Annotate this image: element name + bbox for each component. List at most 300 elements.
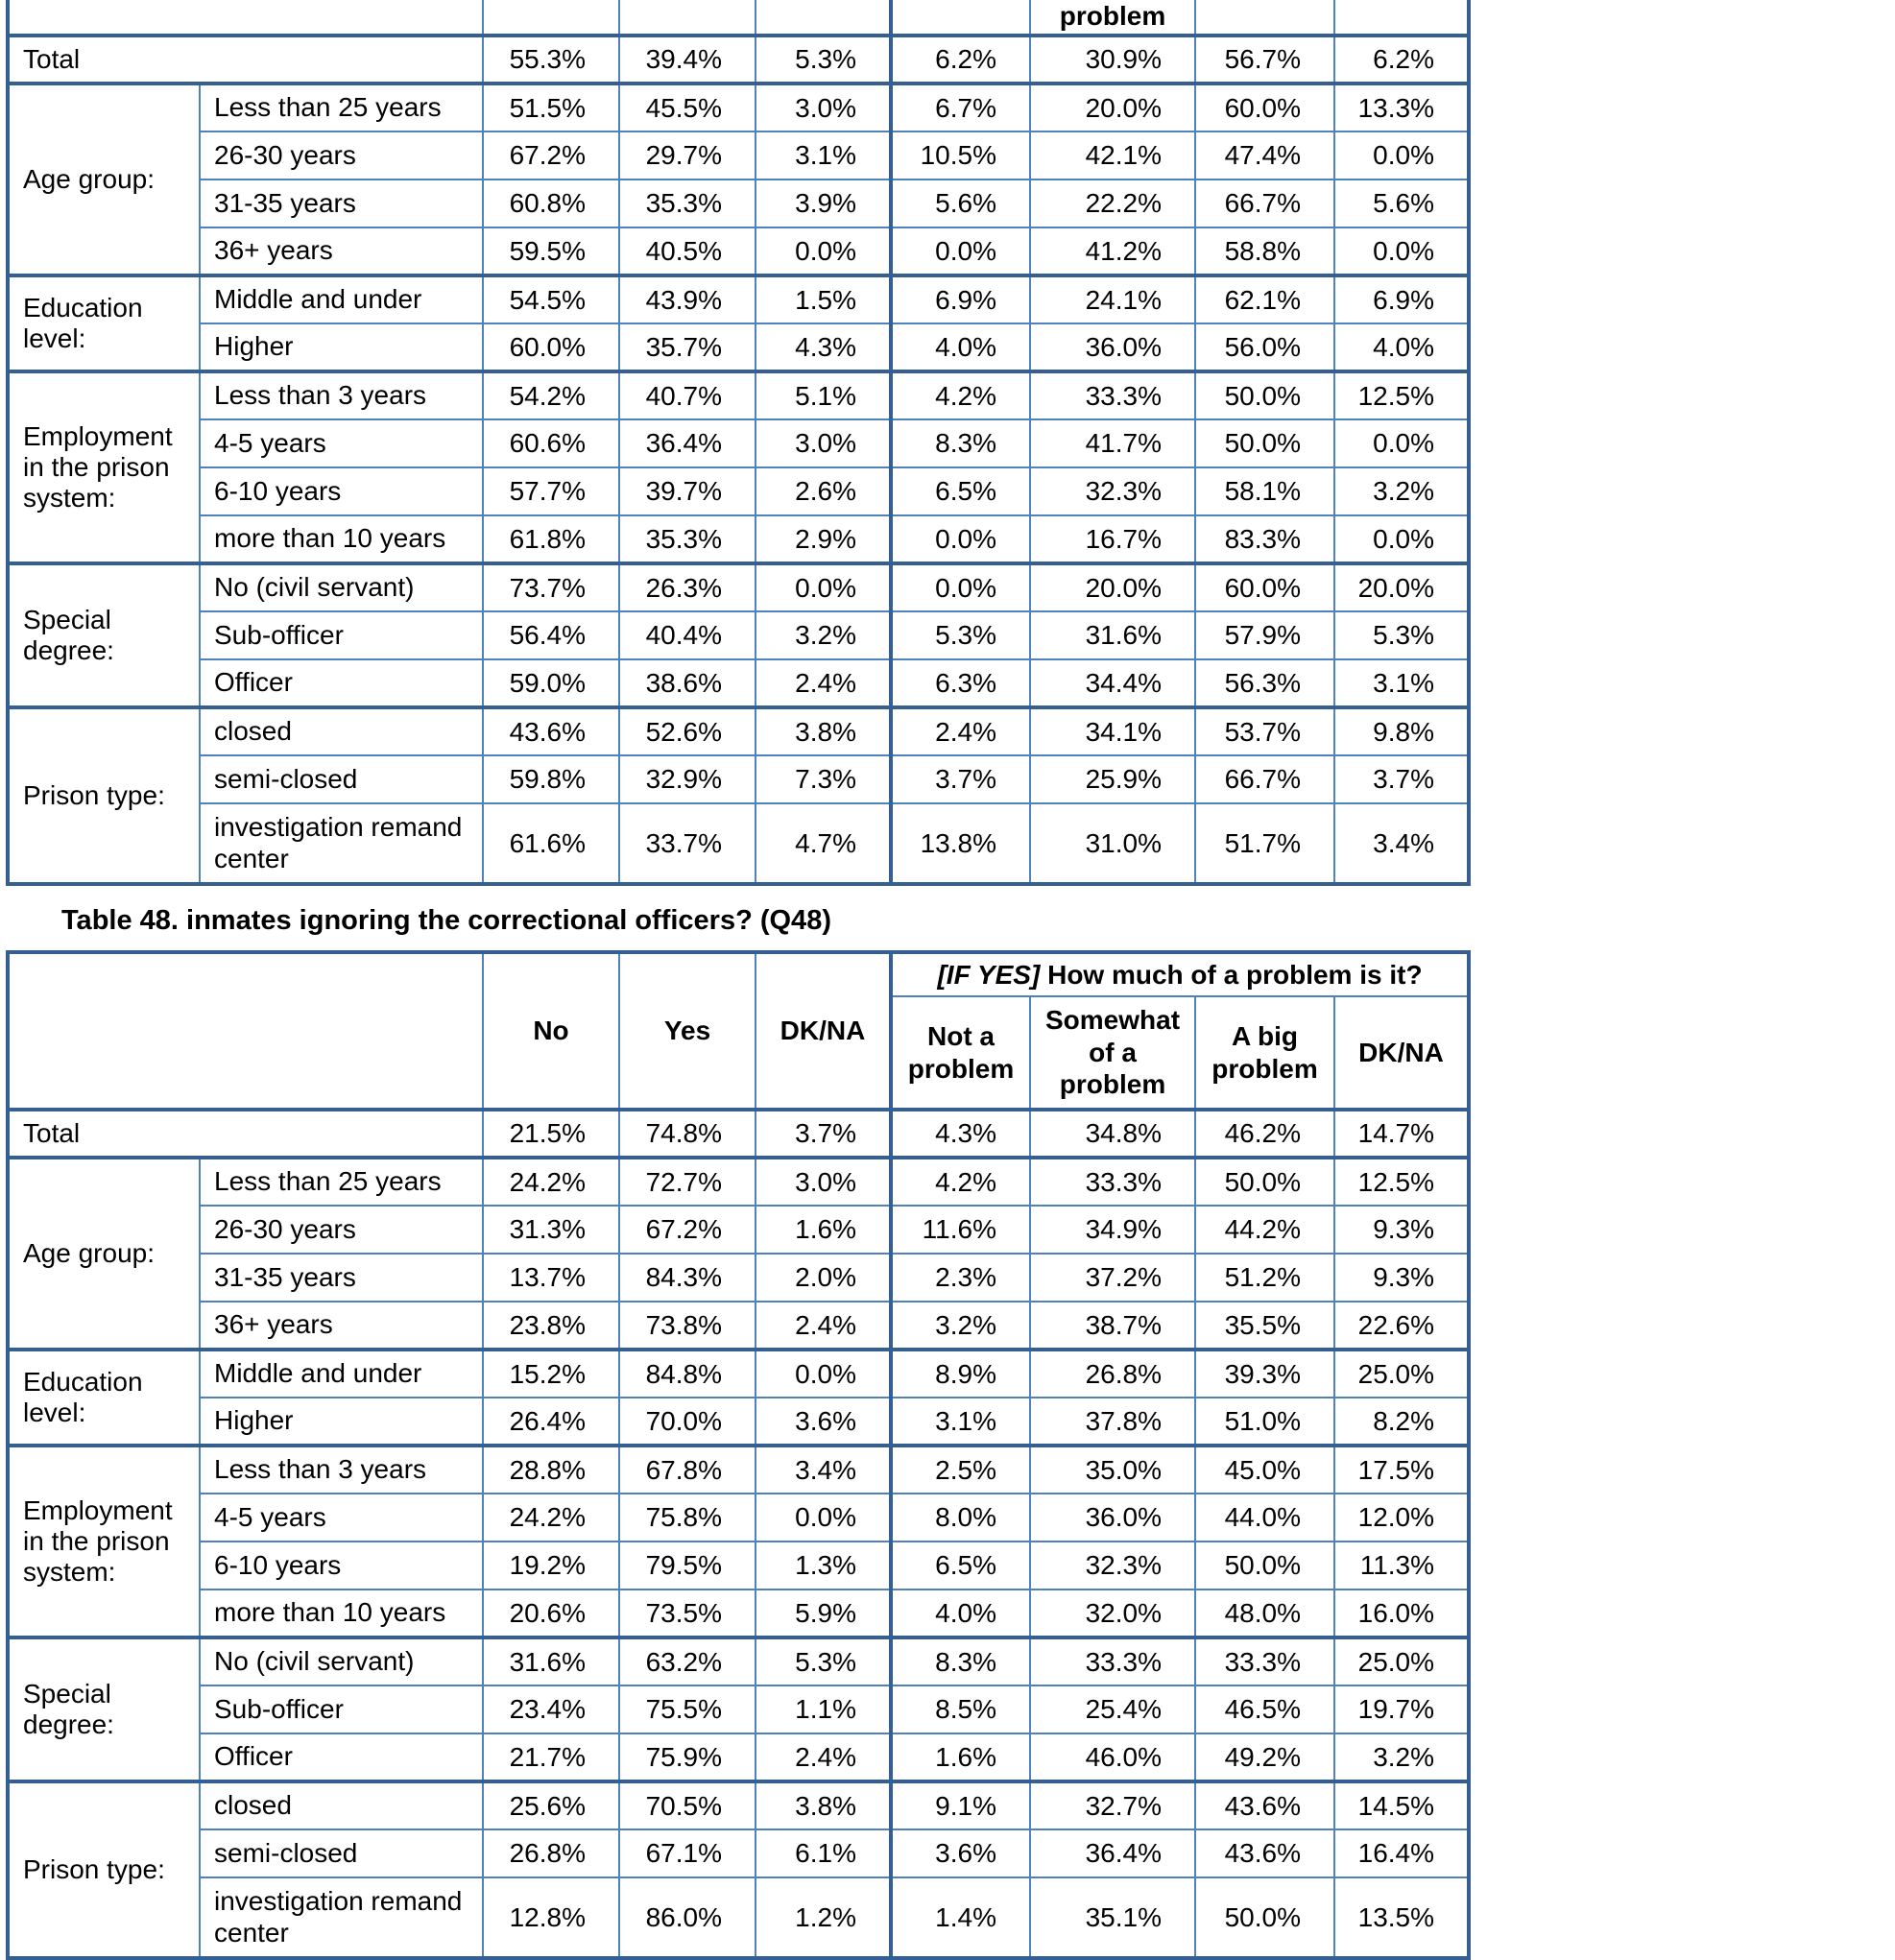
row-label-cell: Officer bbox=[200, 659, 483, 707]
value-cell: 8.2% bbox=[1334, 1398, 1469, 1446]
value-cell: 8.3% bbox=[891, 419, 1030, 467]
value-cell: 4.0% bbox=[891, 323, 1030, 371]
row-label-cell: Total bbox=[8, 1110, 483, 1158]
value-cell: 0.0% bbox=[1334, 515, 1469, 563]
table-48-row bbox=[8, 1302, 1469, 1350]
value-cell: 46.0% bbox=[1030, 1733, 1195, 1781]
value-cell: 0.0% bbox=[756, 563, 891, 611]
value-cell: 56.3% bbox=[1195, 659, 1334, 707]
header-cell-dkna: DK/NA bbox=[756, 952, 891, 1110]
table-top-row bbox=[8, 371, 1469, 419]
value-cell: 35.3% bbox=[619, 515, 756, 563]
value-cell: 26.4% bbox=[483, 1398, 619, 1446]
value-cell: 9.1% bbox=[891, 1781, 1030, 1829]
value-cell: 60.0% bbox=[1195, 84, 1334, 131]
table-48-row bbox=[8, 1110, 1469, 1158]
value-cell: 39.4% bbox=[619, 36, 756, 84]
value-cell: 6.1% bbox=[756, 1829, 891, 1877]
value-cell: 40.5% bbox=[619, 227, 756, 275]
row-label-cell: Less than 3 years bbox=[200, 371, 483, 419]
table-48-row bbox=[8, 1254, 1469, 1302]
value-cell: 0.0% bbox=[756, 227, 891, 275]
value-cell: 47.4% bbox=[1195, 131, 1334, 179]
value-cell: 11.3% bbox=[1334, 1542, 1469, 1590]
row-label-cell: semi-closed bbox=[200, 1829, 483, 1877]
value-cell: 1.2% bbox=[756, 1877, 891, 1958]
value-cell: 0.0% bbox=[756, 1350, 891, 1398]
value-cell: 3.0% bbox=[756, 419, 891, 467]
value-cell: 50.0% bbox=[1195, 1158, 1334, 1206]
value-cell: 2.5% bbox=[891, 1446, 1030, 1494]
table48-title-text: Table 48. inmates ignoring the correctional officers? (Q48) bbox=[61, 905, 831, 936]
value-cell: 59.8% bbox=[483, 755, 619, 803]
table-48-row bbox=[8, 1350, 1469, 1398]
value-cell: 3.1% bbox=[756, 131, 891, 179]
header-subcell: Somewhat of a problem bbox=[1030, 996, 1195, 1110]
value-cell: 6.5% bbox=[891, 467, 1030, 515]
value-cell: 0.0% bbox=[1334, 131, 1469, 179]
value-cell: 24.2% bbox=[483, 1494, 619, 1542]
value-cell: 19.2% bbox=[483, 1542, 619, 1590]
group-label-cell: Prison type: bbox=[8, 707, 200, 884]
table-48-row bbox=[8, 1158, 1469, 1206]
value-cell: 3.6% bbox=[891, 1829, 1030, 1877]
group-label-cell: Age group: bbox=[8, 84, 200, 275]
table-48-row bbox=[8, 1637, 1469, 1685]
value-cell: 2.4% bbox=[756, 1302, 891, 1350]
value-cell: 3.2% bbox=[756, 611, 891, 659]
value-cell: 33.3% bbox=[1030, 1637, 1195, 1685]
value-cell: 20.0% bbox=[1334, 563, 1469, 611]
table-top-row bbox=[8, 227, 1469, 275]
value-cell: 16.4% bbox=[1334, 1829, 1469, 1877]
value-cell: 35.1% bbox=[1030, 1877, 1195, 1958]
value-cell: 3.0% bbox=[756, 84, 891, 131]
table-top-row bbox=[8, 275, 1469, 323]
value-cell: 72.7% bbox=[619, 1158, 756, 1206]
value-cell: 8.0% bbox=[891, 1494, 1030, 1542]
value-cell: 10.5% bbox=[891, 131, 1030, 179]
header-cell bbox=[483, 0, 619, 36]
table-top-row bbox=[8, 84, 1469, 131]
value-cell: 15.2% bbox=[483, 1350, 619, 1398]
table-48-row bbox=[8, 1542, 1469, 1590]
value-cell: 14.5% bbox=[1334, 1781, 1469, 1829]
table-top-row bbox=[8, 515, 1469, 563]
header-corner-cell bbox=[8, 0, 483, 36]
table-48-row bbox=[8, 1733, 1469, 1781]
header-cell bbox=[1334, 0, 1469, 36]
value-cell: 25.0% bbox=[1334, 1350, 1469, 1398]
value-cell: 32.3% bbox=[1030, 467, 1195, 515]
row-label-cell: No (civil servant) bbox=[200, 563, 483, 611]
header-cell bbox=[619, 0, 756, 36]
value-cell: 31.6% bbox=[483, 1637, 619, 1685]
value-cell: 25.0% bbox=[1334, 1637, 1469, 1685]
value-cell: 24.1% bbox=[1030, 275, 1195, 323]
value-cell: 33.7% bbox=[619, 803, 756, 884]
value-cell: 58.1% bbox=[1195, 467, 1334, 515]
value-cell: 12.8% bbox=[483, 1877, 619, 1958]
value-cell: 48.0% bbox=[1195, 1590, 1334, 1637]
table-top-row bbox=[8, 36, 1469, 84]
value-cell: 4.0% bbox=[1334, 323, 1469, 371]
value-cell: 0.0% bbox=[891, 227, 1030, 275]
value-cell: 57.7% bbox=[483, 467, 619, 515]
row-label-cell: more than 10 years bbox=[200, 515, 483, 563]
value-cell: 39.7% bbox=[619, 467, 756, 515]
value-cell: 13.8% bbox=[891, 803, 1030, 884]
value-cell: 6.9% bbox=[1334, 275, 1469, 323]
value-cell: 7.3% bbox=[756, 755, 891, 803]
value-cell: 44.0% bbox=[1195, 1494, 1334, 1542]
value-cell: 5.3% bbox=[756, 36, 891, 84]
value-cell: 36.0% bbox=[1030, 323, 1195, 371]
header-cell bbox=[1195, 0, 1334, 36]
table-top-row bbox=[8, 755, 1469, 803]
value-cell: 4.2% bbox=[891, 371, 1030, 419]
row-label-cell: Total bbox=[8, 36, 483, 84]
value-cell: 11.6% bbox=[891, 1206, 1030, 1254]
value-cell: 38.6% bbox=[619, 659, 756, 707]
table-48-row bbox=[8, 1590, 1469, 1637]
row-label-cell: 6-10 years bbox=[200, 1542, 483, 1590]
value-cell: 50.0% bbox=[1195, 1542, 1334, 1590]
value-cell: 5.1% bbox=[756, 371, 891, 419]
value-cell: 9.3% bbox=[1334, 1254, 1469, 1302]
row-label-cell: Sub-officer bbox=[200, 1685, 483, 1733]
value-cell: 37.8% bbox=[1030, 1398, 1195, 1446]
value-cell: 32.7% bbox=[1030, 1781, 1195, 1829]
value-cell: 59.5% bbox=[483, 227, 619, 275]
value-cell: 12.0% bbox=[1334, 1494, 1469, 1542]
value-cell: 34.8% bbox=[1030, 1110, 1195, 1158]
value-cell: 20.0% bbox=[1030, 563, 1195, 611]
row-label-cell: 6-10 years bbox=[200, 467, 483, 515]
value-cell: 60.0% bbox=[483, 323, 619, 371]
row-label-cell: 4-5 years bbox=[200, 419, 483, 467]
row-label-cell: Middle and under bbox=[200, 1350, 483, 1398]
value-cell: 46.5% bbox=[1195, 1685, 1334, 1733]
value-cell: 84.3% bbox=[619, 1254, 756, 1302]
value-cell: 33.3% bbox=[1030, 371, 1195, 419]
row-label-cell: investigation remand center bbox=[200, 1877, 483, 1958]
value-cell: 13.3% bbox=[1334, 84, 1469, 131]
value-cell: 33.3% bbox=[1030, 1158, 1195, 1206]
table-top-row bbox=[8, 467, 1469, 515]
value-cell: 31.3% bbox=[483, 1206, 619, 1254]
header-cell-no: No bbox=[483, 952, 619, 1110]
value-cell: 6.5% bbox=[891, 1542, 1030, 1590]
value-cell: 50.0% bbox=[1195, 1877, 1334, 1958]
value-cell: 45.0% bbox=[1195, 1446, 1334, 1494]
value-cell: 51.7% bbox=[1195, 803, 1334, 884]
value-cell: 52.6% bbox=[619, 707, 756, 755]
value-cell: 43.6% bbox=[483, 707, 619, 755]
value-cell: 3.7% bbox=[756, 1110, 891, 1158]
value-cell: 12.5% bbox=[1334, 371, 1469, 419]
row-label-cell: 31-35 years bbox=[200, 1254, 483, 1302]
value-cell: 2.4% bbox=[756, 1733, 891, 1781]
header-cell bbox=[756, 0, 891, 36]
value-cell: 2.6% bbox=[756, 467, 891, 515]
value-cell: 62.1% bbox=[1195, 275, 1334, 323]
value-cell: 16.7% bbox=[1030, 515, 1195, 563]
row-label-cell: investigation remand center bbox=[200, 803, 483, 884]
value-cell: 60.8% bbox=[483, 179, 619, 227]
value-cell: 6.7% bbox=[891, 84, 1030, 131]
header-subcell: DK/NA bbox=[1334, 996, 1469, 1110]
table-top-row bbox=[8, 419, 1469, 467]
ifyes-prefix: [IF YES] bbox=[937, 959, 1041, 990]
value-cell: 32.9% bbox=[619, 755, 756, 803]
group-label-cell: Education level: bbox=[8, 275, 200, 371]
value-cell: 26.8% bbox=[483, 1829, 619, 1877]
value-cell: 49.2% bbox=[1195, 1733, 1334, 1781]
header-subcell: Not a problem bbox=[891, 996, 1030, 1110]
value-cell: 19.7% bbox=[1334, 1685, 1469, 1733]
value-cell: 61.8% bbox=[483, 515, 619, 563]
group-label-cell: Employment in the prison system: bbox=[8, 1446, 200, 1637]
table-48-row bbox=[8, 1206, 1469, 1254]
value-cell: 16.0% bbox=[1334, 1590, 1469, 1637]
table-48-row bbox=[8, 1446, 1469, 1494]
value-cell: 2.9% bbox=[756, 515, 891, 563]
value-cell: 73.7% bbox=[483, 563, 619, 611]
value-cell: 54.5% bbox=[483, 275, 619, 323]
value-cell: 4.0% bbox=[891, 1590, 1030, 1637]
value-cell: 13.5% bbox=[1334, 1877, 1469, 1958]
value-cell: 1.6% bbox=[891, 1733, 1030, 1781]
value-cell: 3.4% bbox=[1334, 803, 1469, 884]
value-cell: 32.0% bbox=[1030, 1590, 1195, 1637]
value-cell: 25.6% bbox=[483, 1781, 619, 1829]
value-cell: 12.5% bbox=[1334, 1158, 1469, 1206]
value-cell: 39.3% bbox=[1195, 1350, 1334, 1398]
table-48-row bbox=[8, 1877, 1469, 1958]
value-cell: 3.0% bbox=[756, 1158, 891, 1206]
value-cell: 5.3% bbox=[1334, 611, 1469, 659]
table-top-row bbox=[8, 131, 1469, 179]
value-cell: 4.2% bbox=[891, 1158, 1030, 1206]
value-cell: 3.4% bbox=[756, 1446, 891, 1494]
header-subcell: A big problem bbox=[1195, 996, 1334, 1110]
row-label-cell: 36+ years bbox=[200, 227, 483, 275]
value-cell: 70.5% bbox=[619, 1781, 756, 1829]
value-cell: 28.8% bbox=[483, 1446, 619, 1494]
value-cell: 2.4% bbox=[891, 707, 1030, 755]
value-cell: 3.2% bbox=[891, 1302, 1030, 1350]
group-label-cell: Special degree: bbox=[8, 563, 200, 707]
value-cell: 35.5% bbox=[1195, 1302, 1334, 1350]
value-cell: 38.7% bbox=[1030, 1302, 1195, 1350]
table-top-row bbox=[8, 179, 1469, 227]
row-label-cell: Higher bbox=[200, 323, 483, 371]
value-cell: 44.2% bbox=[1195, 1206, 1334, 1254]
value-cell: 35.3% bbox=[619, 179, 756, 227]
value-cell: 83.3% bbox=[1195, 515, 1334, 563]
value-cell: 79.5% bbox=[619, 1542, 756, 1590]
value-cell: 36.0% bbox=[1030, 1494, 1195, 1542]
value-cell: 61.6% bbox=[483, 803, 619, 884]
value-cell: 22.6% bbox=[1334, 1302, 1469, 1350]
table-48-row bbox=[8, 1494, 1469, 1542]
value-cell: 31.6% bbox=[1030, 611, 1195, 659]
value-cell: 74.8% bbox=[619, 1110, 756, 1158]
row-label-cell: closed bbox=[200, 1781, 483, 1829]
value-cell: 0.0% bbox=[756, 1494, 891, 1542]
table-top-row bbox=[8, 803, 1469, 884]
value-cell: 75.8% bbox=[619, 1494, 756, 1542]
value-cell: 41.2% bbox=[1030, 227, 1195, 275]
value-cell: 36.4% bbox=[1030, 1829, 1195, 1877]
value-cell: 25.9% bbox=[1030, 755, 1195, 803]
value-cell: 40.7% bbox=[619, 371, 756, 419]
value-cell: 25.4% bbox=[1030, 1685, 1195, 1733]
value-cell: 35.7% bbox=[619, 323, 756, 371]
row-label-cell: Less than 25 years bbox=[200, 1158, 483, 1206]
value-cell: 0.0% bbox=[1334, 227, 1469, 275]
value-cell: 41.7% bbox=[1030, 419, 1195, 467]
value-cell: 43.6% bbox=[1195, 1781, 1334, 1829]
table-top-row bbox=[8, 323, 1469, 371]
row-label-cell: 26-30 years bbox=[200, 131, 483, 179]
table-48 bbox=[6, 950, 1471, 1960]
value-cell: 55.3% bbox=[483, 36, 619, 84]
value-cell: 67.2% bbox=[619, 1206, 756, 1254]
value-cell: 22.2% bbox=[1030, 179, 1195, 227]
value-cell: 3.2% bbox=[1334, 467, 1469, 515]
row-label-cell: Officer bbox=[200, 1733, 483, 1781]
table-top-row bbox=[8, 611, 1469, 659]
value-cell: 75.9% bbox=[619, 1733, 756, 1781]
value-cell: 6.2% bbox=[891, 36, 1030, 84]
value-cell: 53.7% bbox=[1195, 707, 1334, 755]
value-cell: 51.5% bbox=[483, 84, 619, 131]
group-label-cell: Employment in the prison system: bbox=[8, 371, 200, 563]
group-label-cell: Prison type: bbox=[8, 1781, 200, 1958]
value-cell: 3.1% bbox=[1334, 659, 1469, 707]
value-cell: 51.0% bbox=[1195, 1398, 1334, 1446]
value-cell: 1.4% bbox=[891, 1877, 1030, 1958]
value-cell: 3.7% bbox=[1334, 755, 1469, 803]
table-48-row bbox=[8, 1398, 1469, 1446]
value-cell: 45.5% bbox=[619, 84, 756, 131]
table-top-row bbox=[8, 659, 1469, 707]
value-cell: 26.8% bbox=[1030, 1350, 1195, 1398]
table-top-body bbox=[8, 0, 1469, 884]
table-top-partial bbox=[6, 0, 1471, 886]
value-cell: 67.1% bbox=[619, 1829, 756, 1877]
value-cell: 67.2% bbox=[483, 131, 619, 179]
value-cell: 3.8% bbox=[756, 1781, 891, 1829]
value-cell: 24.2% bbox=[483, 1158, 619, 1206]
value-cell: 6.3% bbox=[891, 659, 1030, 707]
value-cell: 0.0% bbox=[891, 515, 1030, 563]
row-label-cell: 36+ years bbox=[200, 1302, 483, 1350]
value-cell: 75.5% bbox=[619, 1685, 756, 1733]
header-fragment-cell: problem bbox=[1030, 0, 1195, 36]
value-cell: 32.3% bbox=[1030, 1542, 1195, 1590]
value-cell: 34.1% bbox=[1030, 707, 1195, 755]
value-cell: 4.3% bbox=[756, 323, 891, 371]
value-cell: 3.6% bbox=[756, 1398, 891, 1446]
value-cell: 43.9% bbox=[619, 275, 756, 323]
header-cell bbox=[891, 0, 1030, 36]
value-cell: 3.8% bbox=[756, 707, 891, 755]
value-cell: 1.1% bbox=[756, 1685, 891, 1733]
value-cell: 3.2% bbox=[1334, 1733, 1469, 1781]
row-label-cell: 26-30 years bbox=[200, 1206, 483, 1254]
row-label-cell: 31-35 years bbox=[200, 179, 483, 227]
value-cell: 20.6% bbox=[483, 1590, 619, 1637]
value-cell: 5.6% bbox=[1334, 179, 1469, 227]
value-cell: 33.3% bbox=[1195, 1637, 1334, 1685]
value-cell: 40.4% bbox=[619, 611, 756, 659]
value-cell: 14.7% bbox=[1334, 1110, 1469, 1158]
value-cell: 9.3% bbox=[1334, 1206, 1469, 1254]
header-corner-cell bbox=[8, 952, 483, 1110]
value-cell: 2.3% bbox=[891, 1254, 1030, 1302]
table-48-body bbox=[8, 952, 1469, 1958]
value-cell: 6.9% bbox=[891, 275, 1030, 323]
row-label-cell: closed bbox=[200, 707, 483, 755]
table48-title bbox=[61, 905, 1895, 937]
header-cell-yes: Yes bbox=[619, 952, 756, 1110]
value-cell: 4.3% bbox=[891, 1110, 1030, 1158]
value-cell: 3.9% bbox=[756, 179, 891, 227]
value-cell: 58.8% bbox=[1195, 227, 1334, 275]
header-row-1 bbox=[8, 952, 1469, 996]
value-cell: 34.4% bbox=[1030, 659, 1195, 707]
table-top-row bbox=[8, 707, 1469, 755]
row-label-cell: Sub-officer bbox=[200, 611, 483, 659]
value-cell: 1.6% bbox=[756, 1206, 891, 1254]
value-cell: 5.9% bbox=[756, 1590, 891, 1637]
value-cell: 0.0% bbox=[891, 563, 1030, 611]
value-cell: 42.1% bbox=[1030, 131, 1195, 179]
value-cell: 34.9% bbox=[1030, 1206, 1195, 1254]
row-label-cell: Middle and under bbox=[200, 275, 483, 323]
table-top-row bbox=[8, 563, 1469, 611]
value-cell: 36.4% bbox=[619, 419, 756, 467]
row-label-cell: more than 10 years bbox=[200, 1590, 483, 1637]
value-cell: 70.0% bbox=[619, 1398, 756, 1446]
row-label-cell: Less than 25 years bbox=[200, 84, 483, 131]
group-label-cell: Special degree: bbox=[8, 1637, 200, 1781]
group-label-cell: Age group: bbox=[8, 1158, 200, 1350]
value-cell: 23.4% bbox=[483, 1685, 619, 1733]
value-cell: 73.5% bbox=[619, 1590, 756, 1637]
ifyes-header-cell bbox=[891, 952, 1469, 996]
row-label-cell: 4-5 years bbox=[200, 1494, 483, 1542]
ifyes-question: How much of a problem is it? bbox=[1040, 959, 1423, 990]
value-cell: 43.6% bbox=[1195, 1829, 1334, 1877]
value-cell: 2.4% bbox=[756, 659, 891, 707]
value-cell: 35.0% bbox=[1030, 1446, 1195, 1494]
value-cell: 73.8% bbox=[619, 1302, 756, 1350]
table-48-row bbox=[8, 1781, 1469, 1829]
value-cell: 8.3% bbox=[891, 1637, 1030, 1685]
value-cell: 4.7% bbox=[756, 803, 891, 884]
value-cell: 23.8% bbox=[483, 1302, 619, 1350]
value-cell: 1.3% bbox=[756, 1542, 891, 1590]
value-cell: 54.2% bbox=[483, 371, 619, 419]
value-cell: 13.7% bbox=[483, 1254, 619, 1302]
cut-header-row bbox=[8, 0, 1469, 36]
value-cell: 84.8% bbox=[619, 1350, 756, 1398]
value-cell: 56.4% bbox=[483, 611, 619, 659]
